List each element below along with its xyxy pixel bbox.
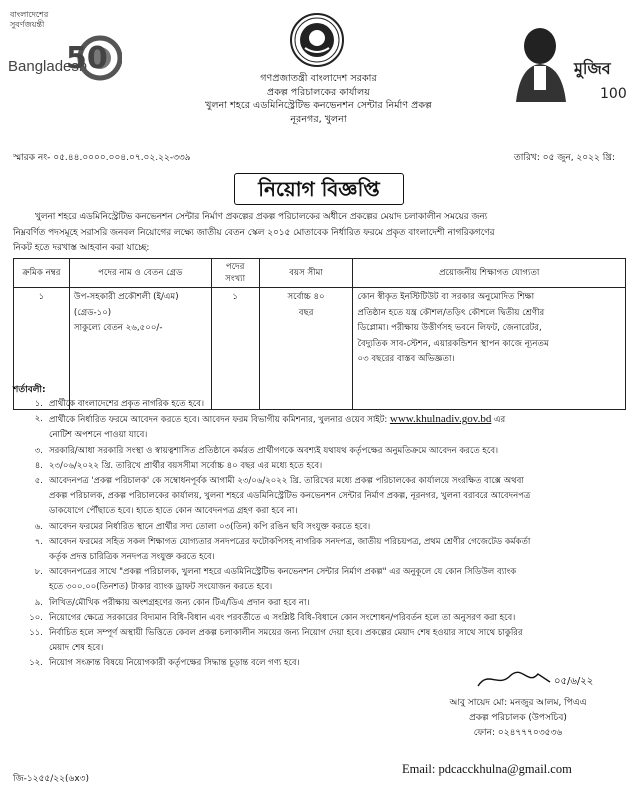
terms-list (13, 397, 628, 672)
signatory-name: আবু সায়েদ মো: মনজুর আলম, পিএএ (449, 698, 587, 708)
logo-country-text: Bangladesh (8, 58, 88, 75)
list-item (13, 520, 628, 535)
qualification-cell (353, 288, 626, 410)
term-line: হতে ৩০০.০০(তিনশত) টাকার ব্যাংক ড্রাফট সংযোজন করতে হবে। (49, 582, 273, 593)
post-line: উপ-সহকারী প্রকৌশলী (ই/এম) (73, 292, 179, 302)
list-item (13, 535, 628, 565)
table-header: প্রয়োজনীয় শিক্ষাগত যোগ্যতা (353, 259, 626, 288)
term-line: লিখিত/মৌখিক পরীক্ষায় অংশগ্রহণের জন্য কোন টিএ/ডিএ প্রদান করা হবে না। (49, 597, 310, 608)
post-line: (গ্রেড-১০) (73, 307, 112, 318)
intro-line: খুলনা শহরে এডমিনিস্ট্রেটিভ কনভেনশন সেন্টার নির্মাণ প্রকল্পের প্রকল্প পরিচালকের অধীনে প্রকল্পের মেয়াদ চলাকালীন সময়ের জন্য (35, 212, 488, 222)
header-line: গণপ্রজাতন্ত্রী বাংলাদেশ সরকার (260, 73, 377, 84)
portrait-badge-number: 100 (600, 86, 627, 102)
table-header-row (14, 259, 626, 288)
intro-line: নিকট হতে দরখাস্ত আহবান করা যাচ্ছে: (13, 243, 150, 253)
term-line: নিয়োগের ক্ষেত্রে সরকারের বিদ্যমান বিধি-বিধান এবং পরবর্তীতে এ সংশ্লিষ্ট বিধি-বিধানে কোন সংশোধন/পরিবর্তন হলে তা অনুসরণ করা হবে। (49, 612, 516, 623)
term-line: ডাকযোগে পৌঁছাতে হবে। হাতে হাতে কোন আবেদনপত্র গ্রহণ করা হবে না। (49, 506, 298, 517)
post-table (13, 258, 626, 410)
list-item (13, 596, 628, 611)
term-line (49, 412, 628, 428)
qualification-line: ০৩ বছরের বাস্তব অভিজ্ঞতা। (357, 354, 455, 364)
intro-line: নিম্নবর্ণিত পদসমূহে সরাসরি জনবল নিয়োগের লক্ষ্যে জাতীয় বেতন স্কেল ২০১৫ মোতাবেক নির্ধারিত ফরমে প্রকৃত বাংলাদেশী নাগরিকগণের (13, 227, 495, 238)
website-link[interactable]: www.khulnadiv.gov.bd (389, 413, 492, 426)
notice-title: নিয়োগ বিজ্ঞপ্তি (234, 173, 404, 205)
table-header: পদের সংখ্যা (211, 259, 259, 288)
term-line: আবেদন ফরমের নির্ধারিত স্থানে প্রার্থীর সদ্য তোলা ০৩(তিন) কপি রঙিন ছবি সংযুক্ত করতে হবে। (49, 521, 371, 532)
terms-heading: শর্তাবলী: (13, 385, 46, 395)
post-cell (69, 288, 211, 410)
mujib-100-portrait (500, 18, 630, 108)
header-line: খুলনা শহরে এডমিনিস্ট্রেটিভ কনভেনশন সেন্টার নির্মাণ প্রকল্প (205, 100, 432, 111)
list-item (13, 565, 628, 595)
term-line: আবেদনপত্রের সাথে "প্রকল্প পরিচালক, খুলনা শহরে এডমিনিস্ট্রেটিভ কনভেনশন সেন্টার নির্মাণ প্রকল্প" এর অনুকূলে যে কোন সিডিউল ব্যাংক (49, 567, 517, 578)
term-text: এর (494, 415, 506, 426)
header-line: নূরনগর, খুলনা (290, 113, 347, 125)
term-text: প্রার্থীকে নির্ধারিত ফরমে আবেদন করতে হবে। আবেদন ফরম বিভাগীয় কমিশনার, খুলনার ওয়েব সাইট: (49, 415, 388, 426)
list-item (13, 611, 628, 626)
term-number: ৮. (34, 567, 43, 578)
table-header: বয়স সীমা (259, 259, 353, 288)
signature-date: ০৫/৬/২২ (554, 676, 594, 687)
fifty-emblem-icon (62, 26, 122, 86)
golden-jubilee-logo (6, 4, 124, 96)
logo-small-text: বাংলাদেশের সুবর্ণজয়ন্তী (10, 10, 49, 29)
list-item (13, 459, 628, 474)
term-number: ১২. (29, 658, 43, 669)
office-header (120, 72, 517, 126)
age-line: বছর (298, 307, 314, 318)
signatory-phone: ফোন: ০২৪৭৭৭০৩৫৩৬ (473, 728, 563, 738)
term-number: ৪. (34, 460, 43, 471)
term-number: ৩. (34, 445, 43, 456)
qualification-line: বৈদ্যুতিক সাব-স্টেশন, এয়ারকন্ডিশন স্থাপন কাজে ন্যূনতম (357, 338, 549, 349)
term-line: সরকারি/আধা সরকারি সংস্থা ও স্বায়ত্বশাসিত প্রতিষ্ঠানে কর্মরত প্রার্থীগণকে অবশ্যই যথাযথ কর্তৃপক্ষের অনুমতিক্রমে আবেদন করতে হবে। (49, 445, 499, 456)
age-cell (259, 288, 353, 410)
term-number: ৭. (34, 536, 43, 547)
portrait-badge-text: মুজিব (574, 59, 611, 78)
term-line: প্রকল্প পরিচালক, প্রকল্প পরিচালকের কার্যালয়, খুলনা শহরে এডমিনিস্ট্রেটিভ কনভেনশন সেন্টার নির্মাণ প্রকল্প, নূরনগর, খুলনা বরাবরে আবেদনপত্র (49, 491, 531, 502)
term-line: মেয়াদ শেষ হবে। (49, 643, 104, 654)
term-number: ২. (34, 414, 43, 425)
table-header: ক্রমিক নম্বর (14, 259, 70, 288)
government-seal-icon (289, 12, 345, 68)
term-line: নোটিশ অপশনে পাওয়া যাবে। (49, 430, 148, 441)
list-item (13, 444, 628, 459)
memo-number: স্মারক নং- ০৫.৪৪.০০০০.০০৪.০৭.০২.২২-৩৩৯ (13, 153, 191, 163)
header-line: প্রকল্প পরিচালকের কার্যালয় (267, 86, 370, 98)
term-line: আবেদনপত্র 'প্রকল্প পরিচালক' কে সম্বোধনপূর্বক আগামী ২৩/০৬/২০২২ খ্রি. তারিখের মধ্যে প্রকল্প পরিচালকের কার্যালয়ে সংরক্ষিত বাক্সে অথবা (49, 476, 524, 487)
intro-paragraph (13, 210, 625, 257)
term-line: নিয়োগ সংক্রান্ত বিষয়ে নিয়োগকারী কর্তৃপক্ষের সিদ্ধান্ত চূড়ান্ত বলে গণ্য হবে। (49, 658, 300, 669)
handwritten-signature (418, 668, 618, 690)
post-line: সাকুল্যে বেতন ২৬,৫০০/- (73, 323, 163, 333)
list-item (13, 474, 628, 520)
table-header: পদের নাম ও বেতন গ্রেড (69, 259, 211, 288)
signature-block (418, 668, 618, 741)
gazette-code: জি-১২৫৫/২২(৬x৩) (13, 774, 90, 784)
signatory-designation: প্রকল্প পরিচালক (উপসচিব) (469, 713, 567, 723)
term-line: প্রার্থীকে বাংলাদেশের প্রকৃত নাগরিক হতে হবে। (49, 399, 205, 409)
serial-cell: ১ (14, 288, 70, 410)
table-row (14, 288, 626, 410)
term-number: ৬. (34, 521, 43, 532)
term-number: ৯. (34, 597, 43, 608)
term-number: ১. (34, 399, 43, 409)
term-line: নির্বাচিত হলে সম্পূর্ণ অস্থায়ী ভিত্তিতে কেবল প্রকল্প চলাকালীন সময়ের জন্য নিয়োগ দেয়া হবে। প্রকল্পের মেয়াদ শেষ হওয়ার সাথে সাথে চাকুরির (49, 628, 523, 639)
count-cell: ১ (211, 288, 259, 410)
term-line: ২৩/০৬/২০২২ খ্রি. তারিখে প্রার্থীর বয়সসীমা সর্বোচ্চ ৪০ বছর এর মধ্যে হতে হবে। (49, 460, 323, 471)
age-line: সর্বোচ্চ ৪০ (287, 292, 325, 302)
qualification-line: ডিপ্লোমা। পরীক্ষায় উত্তীর্ণসহ ভবনে লিফট, জেনারেটর, (357, 323, 542, 333)
qualification-line: কোন স্বীকৃত ইনস্টিটিউট বা সরকার অনুমোদিত শিক্ষা (357, 292, 535, 302)
issue-date: তারিখ: ০৫ জুন, ২০২২ খ্রি: (514, 153, 615, 163)
term-line: কর্তৃক প্রদত্ত চারিত্রিক সনদপত্র সংযুক্ত করতে হবে। (49, 552, 215, 563)
term-number: ৫. (34, 476, 43, 487)
term-number: ১০. (29, 612, 43, 623)
term-number: ১১. (29, 628, 43, 639)
term-line: আবেদন ফরমের সহিত সকল শিক্ষাগত যোগ্যতার সনদপত্রের ফটোকপিসহ নাগরিক সনদপত্র, জাতীয় পরিচয়পত্র, প্রথম শ্রেণীর গেজেটেড কর্মকর্তা (49, 536, 531, 547)
contact-email[interactable]: Email: pdcacckhulna@gmail.com (402, 762, 572, 776)
qualification-line: প্রতিষ্ঠান হতে যন্ত্র কৌশল/তড়িৎ কৌশলে দ্বিতীয় শ্রেণীর (357, 307, 545, 318)
list-item (13, 412, 628, 443)
logo-number: 50 (66, 41, 108, 76)
list-item (13, 397, 628, 412)
list-item (13, 626, 628, 656)
